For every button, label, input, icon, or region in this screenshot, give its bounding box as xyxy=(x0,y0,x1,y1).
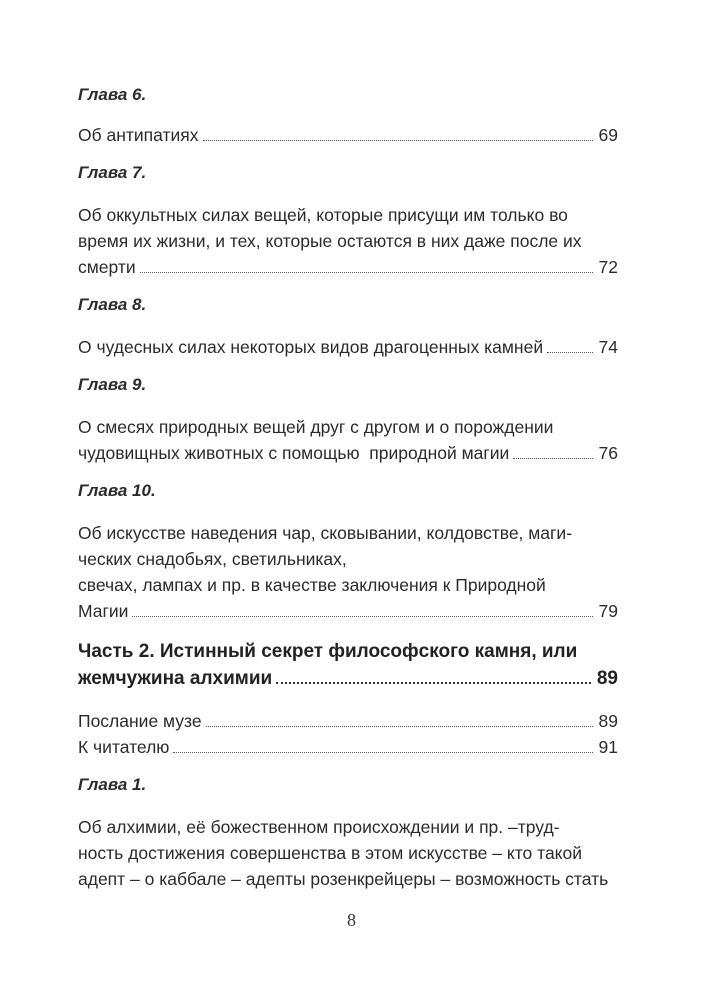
part-title-line: Часть 2. Истинный секрет философского камня, или xyxy=(78,641,578,662)
dot-leader xyxy=(140,271,593,273)
entry-title: К читателю xyxy=(78,737,170,757)
toc-entry-reader xyxy=(78,734,618,760)
entry-page-number: 89 xyxy=(598,711,618,731)
entry-last-line xyxy=(78,440,618,466)
chapter-8-heading: Глава 8. xyxy=(78,295,147,314)
dot-leader xyxy=(276,681,591,684)
chapter-7-heading: Глава 7. xyxy=(78,163,147,182)
toc-entry-occult-forces xyxy=(78,202,618,280)
entry-title: чудовищных животных с помощью природной магии xyxy=(78,443,510,463)
entry-line: ческих снадобьях, светильниках, xyxy=(78,549,347,569)
entry-line: Об искусстве наведения чар, сковывании, колдовстве, маги- xyxy=(78,523,573,543)
toc-page xyxy=(78,78,618,892)
entry-last-line xyxy=(78,598,618,624)
entry-title: Об антипатиях xyxy=(78,125,199,145)
dot-leader xyxy=(547,351,592,353)
toc-entry-antipathies xyxy=(78,122,618,148)
toc-entry-alchemy xyxy=(78,814,618,892)
part-page-number: 89 xyxy=(596,668,618,689)
entry-page-number: 74 xyxy=(598,337,618,357)
entry-line: свечах, лампах и пр. в качестве заключения к Природной xyxy=(78,575,546,595)
entry-title: Послание музе xyxy=(78,711,202,731)
entry-line: О смесях природных вещей друг с другом и о порождении xyxy=(78,417,554,437)
entry-title: смерти xyxy=(78,257,136,277)
part-title: жемчужина алхимии xyxy=(78,668,273,689)
toc-entry-gemstones xyxy=(78,334,618,360)
entry-line: ность достижения совершенства в этом искусстве – кто такой xyxy=(78,843,583,863)
entry-page-number: 91 xyxy=(598,737,618,757)
chapter-10-heading: Глава 10. xyxy=(78,481,156,500)
page-number: 8 xyxy=(347,910,356,930)
toc-entry-mixtures xyxy=(78,414,618,466)
entry-page-number: 69 xyxy=(598,125,618,145)
dot-leader xyxy=(173,751,592,753)
entry-line: адепт – о каббале – адепты розенкрейцеры – возможность стать xyxy=(78,869,609,889)
chapter-6-heading: Глава 6. xyxy=(78,85,147,104)
dot-leader xyxy=(206,725,593,727)
entry-line: Об оккультных силах вещей, которые присущи им только во xyxy=(78,205,568,225)
entry-last-line xyxy=(78,254,618,280)
chapter-9-heading: Глава 9. xyxy=(78,375,147,394)
dot-leader xyxy=(132,615,592,617)
entry-line: Об алхимии, её божественном происхождении и пр. –труд- xyxy=(78,817,560,837)
entry-title: Магии xyxy=(78,601,129,621)
toc-entry-muse xyxy=(78,708,618,734)
part-title-last-line xyxy=(78,665,618,692)
dot-leader xyxy=(513,457,592,459)
entry-page-number: 79 xyxy=(598,601,618,621)
entry-title: О чудесных силах некоторых видов драгоценных камней xyxy=(78,337,544,357)
toc-part-2 xyxy=(78,638,618,692)
entry-page-number: 76 xyxy=(598,443,618,463)
toc-entry-enchantment xyxy=(78,520,618,624)
dot-leader xyxy=(203,139,593,141)
entry-page-number: 72 xyxy=(598,257,618,277)
chapter-1-heading: Глава 1. xyxy=(78,775,147,794)
entry-line: время их жизни, и тех, которые остаются в них даже после их xyxy=(78,231,582,251)
